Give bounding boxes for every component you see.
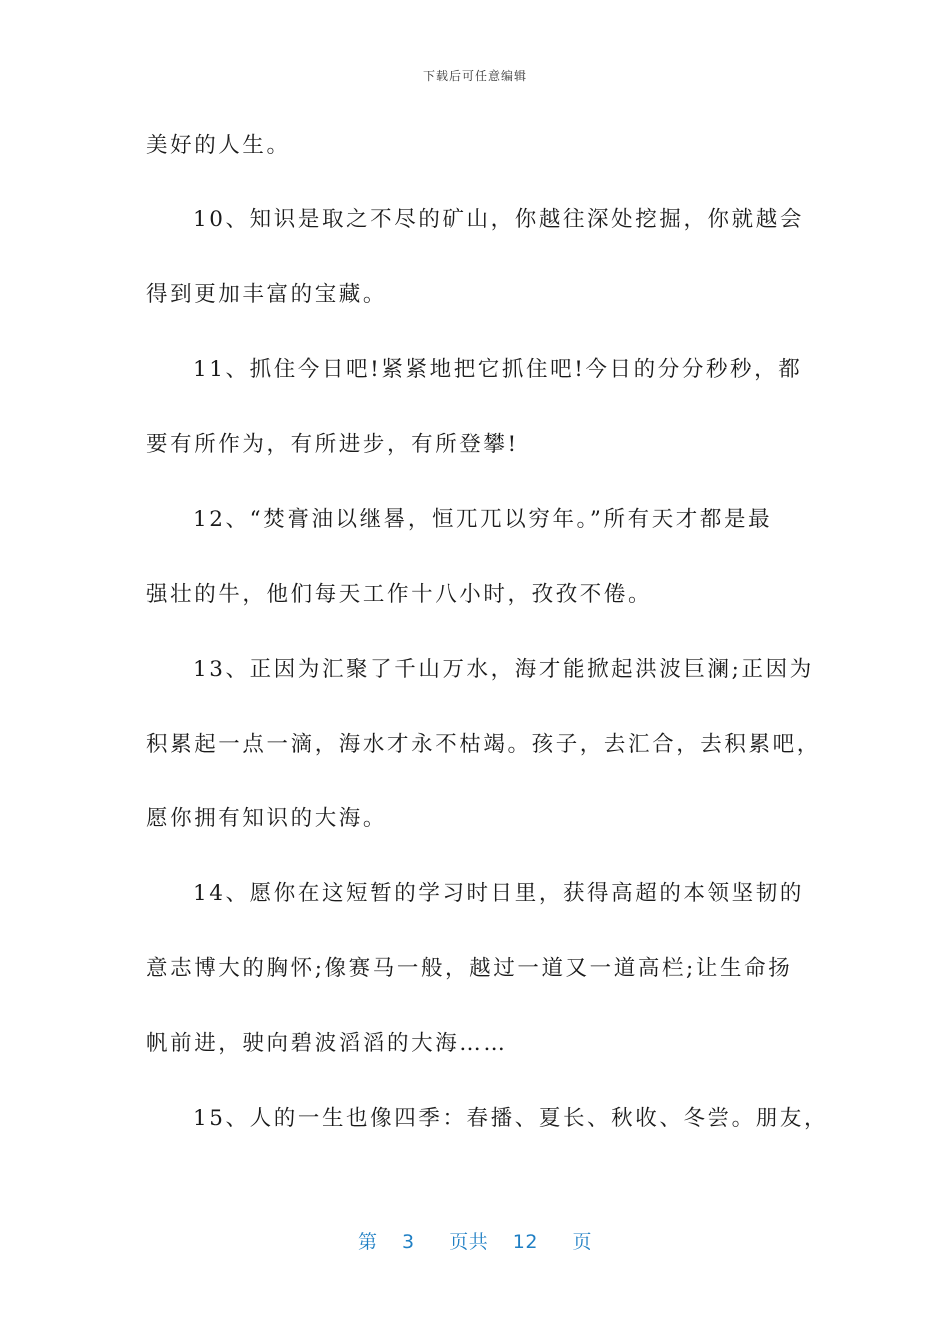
text-line: 得到更加丰富的宝藏。	[146, 282, 388, 307]
text-line: 13、正因为汇聚了千山万水，海才能掀起洪波巨澜;正因为	[193, 657, 814, 682]
text-line: 14、愿你在这短暂的学习时日里，获得高超的本领坚韧的	[193, 881, 804, 906]
text-line: 12、“焚膏油以继晷，恒兀兀以穷年。”所有天才都是最	[193, 507, 773, 532]
text-line: 11、抓住今日吧!紧紧地把它抓住吧!今日的分分秒秒，都	[193, 357, 803, 382]
text-line: 帆前进，驶向碧波滔滔的大海……	[146, 1031, 508, 1056]
text-line: 10、知识是取之不尽的矿山，你越往深处挖掘，你就越会	[193, 207, 804, 232]
footer-middle: 页共	[449, 1231, 489, 1253]
text-line: 15、人的一生也像四季：春播、夏长、秋收、冬尝。朋友，	[193, 1106, 829, 1131]
text-line: 美好的人生。	[146, 133, 291, 158]
text-line: 愿你拥有知识的大海。	[146, 806, 388, 831]
text-line: 要有所作为，有所进步，有所登攀!	[146, 432, 519, 457]
header-note: 下载后可任意编辑	[422, 69, 527, 83]
page-footer	[0, 1227, 950, 1254]
text-line: 强壮的牛，他们每天工作十八小时，孜孜不倦。	[146, 582, 653, 607]
text-line: 积累起一点一滴，海水才永不枯竭。孩子，去汇合，去积累吧，	[146, 732, 821, 757]
footer-prefix: 第	[357, 1231, 378, 1253]
text-line: 意志博大的胸怀;像赛马一般，越过一道又一道高栏;让生命扬	[146, 956, 793, 981]
footer-total-pages: 12	[512, 1231, 538, 1253]
footer-suffix: 页	[572, 1231, 592, 1253]
footer-current-page: 3	[402, 1231, 415, 1253]
